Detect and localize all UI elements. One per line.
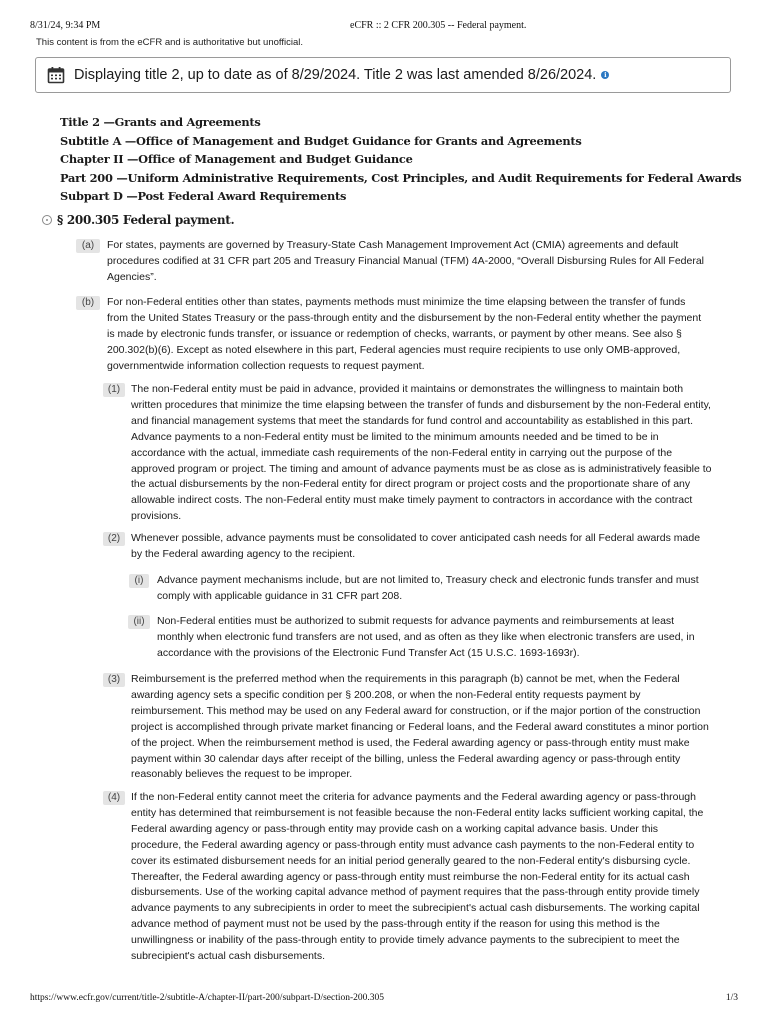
hierarchy-title[interactable]: Title 2 —Grants and Agreements bbox=[60, 115, 261, 129]
paragraph-text-b-2-i: Advance payment mechanisms include, but are not limited to, Treasury check and electronic funds transfer and must comply with applicable guidance in 31 CFR part 208. bbox=[157, 574, 699, 602]
paragraph-text-a: For states, payments are governed by Treasury-State Cash Management Improvement Act (CMIA) agreements and default procedures codified at 31 CFR part 205 and Treasury Financial Manual (TFM) 4A-2000, “Overall Disbursing Rules for All Federal Agencies”. bbox=[107, 239, 705, 283]
paragraph-label-b-2-ii[interactable]: (ii) bbox=[128, 615, 150, 629]
paragraph-a bbox=[81, 238, 719, 286]
paragraph-label-b[interactable]: (b) bbox=[76, 296, 100, 310]
paragraph-text-b: For non-Federal entities other than states, payments methods must minimize the time elapsing between the transfer of funds from the United States Treasury or the pass-through entity and the disbursement by the non-Federal entity whether the payment is made by electronic funds transfer, or issuance or redemption of checks, warrants, or payment by other means. See also § 200.302(b)(6). Except as noted elsewhere in this part, Federal agencies must require recipients to use only OMB-approved, governmentwide information collection requests to request payment. bbox=[107, 296, 702, 372]
paragraph-text-b-1: The non-Federal entity must be paid in advance, provided it maintains or demonstrates the willingness to maintain both written procedures that minimize the time elapsing between the transfer of funds and disbursement by the non-Federal entity, and financial management systems that meet the standards for fund control and accountability as established in this part. Advance payments to a non-Federal entity must be limited to the minimum amounts needed and be timed to be in accordance with the actual, immediate cash requirements of the non-Federal entity in carrying out the purpose of the approved program or project. The timing and amount of advance payments must be as close as is administratively feasible to the actual disbursements by the non-Federal entity for direct program or project costs and the proportionate share of any allowable indirect costs. The non-Federal entity must make timely payment to contractors in accordance with the contract provisions. bbox=[131, 383, 712, 523]
paragraph-b bbox=[81, 295, 707, 375]
expand-icon[interactable] bbox=[42, 215, 52, 225]
paragraph-label-a[interactable]: (a) bbox=[76, 239, 100, 253]
paragraph-b-3 bbox=[107, 672, 711, 783]
paragraph-text-b-2-ii: Non-Federal entities must be authorized to submit requests for advance payments and reimbursements at least monthly when electronic fund transfers are not used, and as often as they like when electronic transfers are used, in accordance with the provisions of the Electronic Fund Transfer Act (15 U.S.C. 1693-1693r). bbox=[157, 615, 695, 659]
section-title: § 200.305 Federal payment. bbox=[57, 213, 235, 227]
paragraph-b-2 bbox=[107, 531, 701, 563]
paragraph-label-b-3[interactable]: (3) bbox=[103, 673, 125, 687]
currency-banner bbox=[35, 57, 731, 93]
info-icon[interactable]: i bbox=[601, 71, 609, 79]
paragraph-b-2-ii bbox=[133, 614, 712, 662]
hierarchy-subtitle[interactable]: Subtitle A —Office of Management and Budget Guidance for Grants and Agreements bbox=[60, 133, 582, 148]
paragraph-b-2-i bbox=[134, 573, 707, 605]
paragraph-label-b-1[interactable]: (1) bbox=[103, 383, 125, 397]
print-url: https://www.ecfr.gov/current/title-2/subtitle-A/chapter-II/part-200/subpart-D/section-200.305 bbox=[30, 993, 385, 1003]
paragraph-b-4 bbox=[107, 790, 708, 965]
paragraph-b-1 bbox=[107, 382, 715, 525]
hierarchy-chapter[interactable]: Chapter II —Office of Management and Budget Guidance bbox=[60, 152, 413, 167]
authority-notice: This content is from the eCFR and is authoritative but unofficial. bbox=[36, 37, 304, 48]
document-hierarchy bbox=[60, 113, 741, 206]
banner-text: Displaying title 2, up to date as of 8/29/2024. Title 2 was last amended 8/26/2024. bbox=[74, 67, 597, 83]
calendar-icon bbox=[47, 66, 65, 84]
hierarchy-part[interactable]: Part 200 —Uniform Administrative Requirements, Cost Principles, and Audit Requirements for Federal Awards bbox=[60, 170, 742, 185]
paragraph-label-b-2-i[interactable]: (i) bbox=[129, 574, 149, 588]
hierarchy-subpart[interactable]: Subpart D —Post Federal Award Requirements bbox=[60, 189, 347, 204]
print-page-title: eCFR :: 2 CFR 200.305 -- Federal payment. bbox=[350, 20, 527, 31]
section-heading bbox=[42, 213, 234, 227]
page-number: 1/3 bbox=[725, 993, 738, 1003]
paragraph-text-b-3: Reimbursement is the preferred method when the requirements in this paragraph (b) cannot be met, when the Federal awarding agency sets a specific condition per § 200.208, or when the non-Federal entity requests payment by reimbursement. This method may be used on any Federal award for construction, or if the major portion of the construction project is accomplished through private market financing or Federal loans, and the Federal award constitutes a minor portion of the project. When the reimbursement method is used, the Federal awarding agency or pass-through entity must make payment within 30 calendar days after receipt of the billing, unless the Federal awarding agency or pass-through entity reasonably believes the request to be improper. bbox=[131, 673, 709, 781]
paragraph-text-b-4: If the non-Federal entity cannot meet the criteria for advance payments and the Federal awarding agency or pass-through entity has determined that reimbursement is not feasible because the non-Federal entity lacks sufficient working capital, the Federal awarding agency or pass-through entity may provide cash on a working capital advance basis. Under this procedure, the Federal awarding agency or pass-through entity must advance cash payments to the non-Federal entity to cover its estimated disbursement needs for an initial period generally geared to the non-Federal entity's disbursing cycle. Thereafter, the Federal awarding agency or pass-through entity must reimburse the non-Federal entity for its actual cash disbursements. Use of the working capital advance method of payment requires that the pass-through entity provide timely advance payments to any subrecipients in order to meet the subrecipient's actual cash disbursements. The working capital advance method of payment must not be used by the pass-through entity if the reason for using this method is the unwillingness or inability of the pass-through entity to provide timely advance payments to the subrecipient to meet the subrecipient's actual cash disbursements. bbox=[131, 791, 704, 963]
paragraph-text-b-2: Whenever possible, advance payments must be consolidated to cover anticipated cash needs for all Federal awards made by the Federal awarding agency to the recipient. bbox=[131, 532, 701, 560]
paragraph-label-b-2[interactable]: (2) bbox=[103, 532, 125, 546]
print-datetime: 8/31/24, 9:34 PM bbox=[30, 20, 101, 31]
paragraph-label-b-4[interactable]: (4) bbox=[103, 791, 125, 805]
